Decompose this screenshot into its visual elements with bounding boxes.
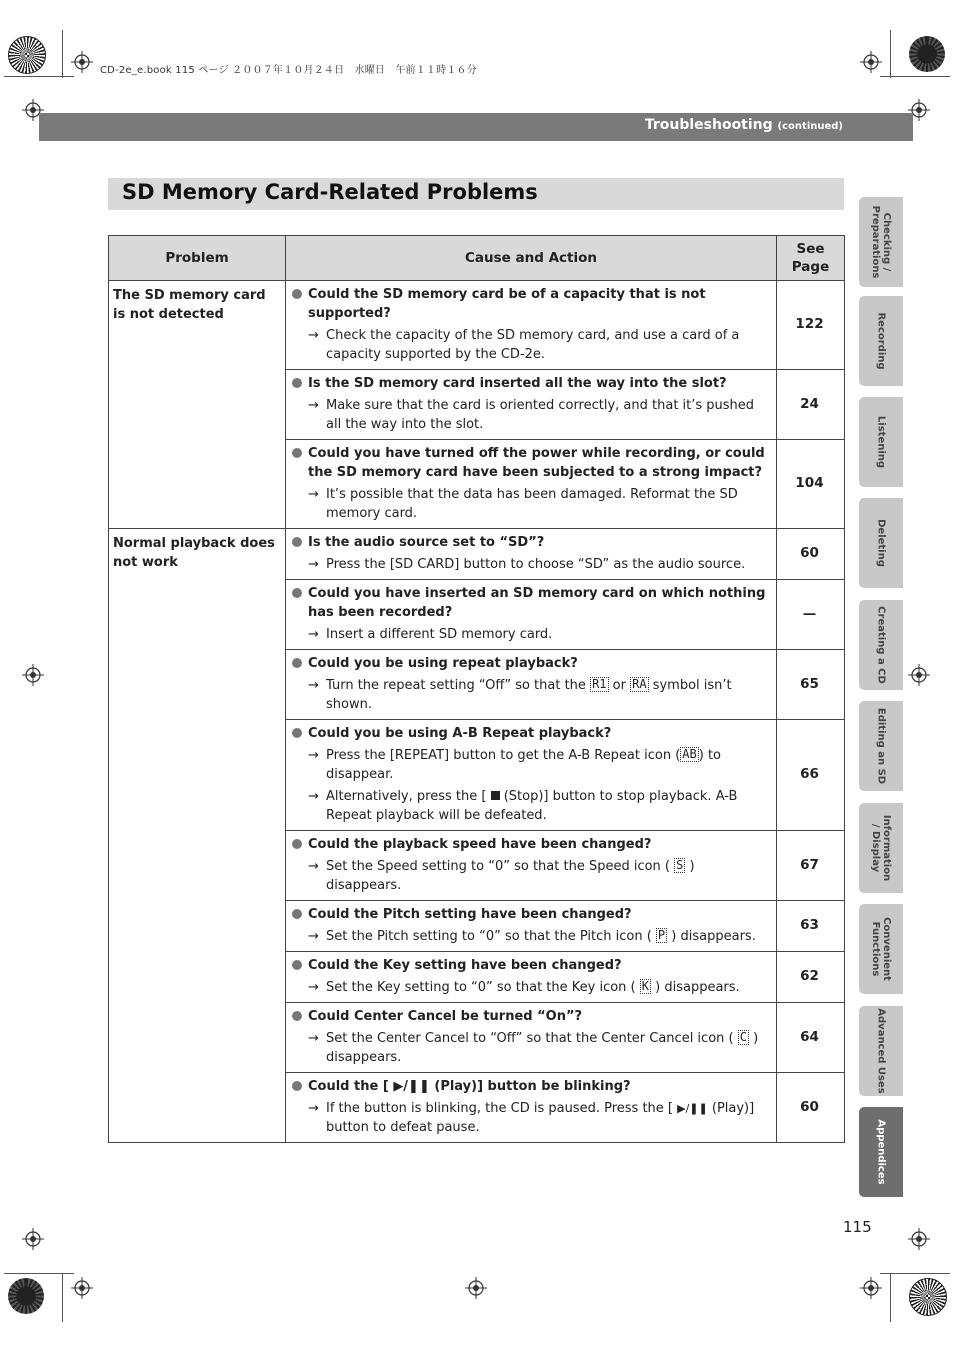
section-title-text: SD Memory Card-Related Problems xyxy=(122,180,538,204)
cause-cell xyxy=(286,440,777,529)
action-text: ) disappears. xyxy=(326,859,695,893)
bullet-icon xyxy=(292,378,302,388)
arrow-icon: → xyxy=(308,748,319,763)
table-header-row xyxy=(109,236,845,281)
problem-cell: Normal playback does not work xyxy=(109,529,286,1143)
bullet-icon xyxy=(292,839,302,849)
repeat-all-icon: RA xyxy=(632,677,647,691)
crop-mark xyxy=(890,1274,891,1322)
arrow-icon: → xyxy=(308,1101,319,1116)
registration-wheel xyxy=(909,1278,947,1316)
side-tab-label: Editing an SD xyxy=(875,707,887,785)
question xyxy=(290,444,770,482)
bullet-icon xyxy=(292,658,302,668)
side-tab-label: Recording xyxy=(875,312,887,370)
question-text: Is the SD memory card inserted all the way into the slot? xyxy=(308,376,727,391)
arrow-icon: → xyxy=(308,627,319,642)
registration-wheel xyxy=(909,36,945,72)
question-text: Could you be using repeat playback? xyxy=(308,656,578,671)
action xyxy=(290,1099,770,1137)
page-cell: 60 xyxy=(777,1073,845,1143)
page-cell: 104 xyxy=(777,440,845,529)
arrow-icon: → xyxy=(308,980,319,995)
header-title xyxy=(645,117,843,133)
side-tab-advanced[interactable] xyxy=(859,1006,903,1096)
page-cell: 63 xyxy=(777,901,845,952)
page-cell: 65 xyxy=(777,650,845,720)
action xyxy=(290,1029,770,1067)
header-bar xyxy=(39,113,913,141)
action xyxy=(290,326,770,364)
side-tab-label: Deleting xyxy=(875,519,887,567)
bullet-icon xyxy=(292,728,302,738)
bullet-icon xyxy=(292,537,302,547)
crop-mark xyxy=(4,76,74,77)
action xyxy=(290,625,770,644)
registration-wheel xyxy=(8,1278,44,1314)
play-pause-icon: ▶/❚❚ xyxy=(677,1102,708,1115)
action xyxy=(290,746,770,784)
action-text: Set the Center Cancel to “Off” so that the Center Cancel icon ( xyxy=(326,1031,734,1046)
key-icon: K xyxy=(641,979,649,993)
speed-icon: S xyxy=(676,858,684,872)
question-text: Could you have turned off the power while recording, or could the SD memory card have been subjected to a strong impact? xyxy=(308,446,765,480)
action-text: ) to disappear. xyxy=(326,748,722,782)
registration-crosshair xyxy=(860,51,882,73)
question-text: Could the [ xyxy=(308,1079,389,1094)
question-text: Could the Key setting have been changed? xyxy=(308,958,622,973)
side-tab-listening[interactable] xyxy=(859,397,903,487)
question xyxy=(290,905,770,924)
action-text: Set the Speed setting to “0” so that the Speed icon ( xyxy=(326,859,670,874)
page-cell: 122 xyxy=(777,281,845,370)
ab-repeat-icon: AB xyxy=(682,747,697,761)
crop-mark xyxy=(62,30,63,78)
action-text: It’s possible that the data has been damaged. Reformat the SD memory card. xyxy=(326,487,738,521)
action-text: If the button is blinking, the CD is paused. Press the [ xyxy=(326,1101,673,1116)
page-cell: 66 xyxy=(777,720,845,831)
cause-cell xyxy=(286,1003,777,1073)
action xyxy=(290,485,770,523)
action-text: Press the [REPEAT] button to get the A-B Repeat icon ( xyxy=(326,748,681,763)
side-tab-label: Creating a CD xyxy=(875,606,887,684)
question xyxy=(290,533,770,552)
question-text: Could you have inserted an SD memory card on which nothing has been recorded? xyxy=(308,586,766,620)
registration-crosshair xyxy=(908,1228,930,1250)
question-text: Is the audio source set to “SD”? xyxy=(308,535,545,550)
registration-wheel xyxy=(8,36,46,74)
cause-cell xyxy=(286,831,777,901)
side-tab-label: Convenient Functions xyxy=(870,917,892,981)
question-text: (Play)] button be blinking? xyxy=(434,1079,631,1094)
registration-crosshair xyxy=(860,1277,882,1299)
page-number: 115 xyxy=(843,1218,872,1236)
action-text: or xyxy=(612,678,626,693)
action-text: Set the Key setting to “0” so that the Key icon ( xyxy=(326,980,636,995)
action-text: ) disappears. xyxy=(326,1031,759,1065)
action xyxy=(290,676,770,714)
side-tab-label: Checking / Preparations xyxy=(870,205,892,279)
crop-mark xyxy=(62,1274,63,1322)
action-text: Turn the repeat setting “Off” so that the xyxy=(326,678,586,693)
question xyxy=(290,285,770,323)
action-text: ) disappears. xyxy=(655,980,740,995)
cause-cell xyxy=(286,580,777,650)
question xyxy=(290,835,770,854)
action-text: Press the [SD CARD] button to choose “SD” as the audio source. xyxy=(326,557,746,572)
stop-icon xyxy=(491,791,500,800)
crop-mark xyxy=(880,1273,950,1274)
action xyxy=(290,978,770,997)
arrow-icon: → xyxy=(308,1031,319,1046)
arrow-icon: → xyxy=(308,487,319,502)
bullet-icon xyxy=(292,960,302,970)
question-text: Could the playback speed have been changed? xyxy=(308,837,652,852)
question xyxy=(290,654,770,673)
question-text: Could the Pitch setting have been changed? xyxy=(308,907,632,922)
side-tab-deleting[interactable] xyxy=(859,498,903,588)
crop-mark xyxy=(890,30,891,78)
repeat-one-icon: R1 xyxy=(592,677,607,691)
action xyxy=(290,787,770,825)
action-text: Set the Pitch setting to “0” so that the Pitch icon ( xyxy=(326,929,652,944)
arrow-icon: → xyxy=(308,557,319,572)
header-see-page-text: See Page xyxy=(791,241,830,275)
registration-crosshair xyxy=(22,1228,44,1250)
action-text: ) disappears. xyxy=(671,929,756,944)
bullet-icon xyxy=(292,1011,302,1021)
page-cell: — xyxy=(777,580,845,650)
problem-cell: The SD memory card is not detected xyxy=(109,281,286,529)
header-problem: Problem xyxy=(109,236,286,281)
side-tab-label: Advanced Uses xyxy=(875,1008,887,1094)
action xyxy=(290,927,770,946)
cause-cell xyxy=(286,650,777,720)
action-text: Alternatively, press the [ xyxy=(326,789,487,804)
action xyxy=(290,857,770,895)
section-title xyxy=(108,178,844,210)
table-row xyxy=(109,281,845,370)
side-tab-checking[interactable] xyxy=(859,197,903,287)
side-tab-label: Appendices xyxy=(875,1119,887,1185)
side-tab-convenient[interactable] xyxy=(859,904,903,994)
arrow-icon: → xyxy=(308,789,319,804)
action-text: (Stop)] button to stop playback. A-B Repeat playback will be defeated. xyxy=(326,789,738,823)
arrow-icon: → xyxy=(308,398,319,413)
action-text: Insert a different SD memory card. xyxy=(326,627,553,642)
side-tab-label: Information / Display xyxy=(870,814,892,882)
troubleshooting-table xyxy=(108,235,845,1143)
side-tab-information[interactable] xyxy=(859,803,903,893)
question xyxy=(290,1077,770,1096)
question-text: Could you be using A-B Repeat playback? xyxy=(308,726,612,741)
page-cell: 62 xyxy=(777,952,845,1003)
action-text: Check the capacity of the SD memory card, and use a card of a capacity supported by the CD-2e. xyxy=(326,328,740,362)
cause-cell xyxy=(286,529,777,580)
question xyxy=(290,724,770,743)
header-see-page xyxy=(777,236,845,281)
arrow-icon: → xyxy=(308,859,319,874)
question xyxy=(290,374,770,393)
crop-mark xyxy=(4,1273,74,1274)
cause-cell xyxy=(286,1073,777,1143)
registration-crosshair xyxy=(71,51,93,73)
action xyxy=(290,396,770,434)
side-tab-editing-sd[interactable] xyxy=(859,701,903,791)
action-text: (Play)] button to defeat pause. xyxy=(326,1101,755,1135)
action-text: symbol isn’t shown. xyxy=(326,678,732,712)
cause-cell xyxy=(286,901,777,952)
side-tab-appendices[interactable] xyxy=(859,1107,903,1197)
header-title-text: Troubleshooting xyxy=(644,117,773,133)
cause-cell xyxy=(286,720,777,831)
pitch-icon: P xyxy=(657,928,666,942)
action-text: Make sure that the card is oriented correctly, and that it’s pushed all the way into the slot. xyxy=(326,398,755,432)
bullet-icon xyxy=(292,289,302,299)
page-cell: 67 xyxy=(777,831,845,901)
side-tab-creating-cd[interactable] xyxy=(859,600,903,690)
registration-crosshair xyxy=(71,1277,93,1299)
arrow-icon: → xyxy=(308,678,319,693)
side-tab-label: Listening xyxy=(875,415,887,469)
bullet-icon xyxy=(292,909,302,919)
table-row xyxy=(109,529,845,580)
registration-crosshair xyxy=(908,664,930,686)
question-text: Could the SD memory card be of a capacity that is not supported? xyxy=(308,287,706,321)
question xyxy=(290,956,770,975)
side-tab-recording[interactable] xyxy=(859,296,903,386)
print-header: CD-2e_e.book 115 ページ ２００７年１０月２４日 水曜日 午前１１時１６分 xyxy=(100,65,477,76)
question xyxy=(290,584,770,622)
arrow-icon: → xyxy=(308,929,319,944)
question xyxy=(290,1007,770,1026)
bullet-icon xyxy=(292,1081,302,1091)
arrow-icon: → xyxy=(308,328,319,343)
bullet-icon xyxy=(292,448,302,458)
page-cell: 64 xyxy=(777,1003,845,1073)
center-cancel-icon: C xyxy=(739,1030,747,1044)
cause-cell xyxy=(286,952,777,1003)
bullet-icon xyxy=(292,588,302,598)
crop-mark xyxy=(880,76,950,77)
question-text: Could Center Cancel be turned “On”? xyxy=(308,1009,583,1024)
page-cell: 24 xyxy=(777,370,845,440)
play-pause-icon: ▶/❚❚ xyxy=(393,1079,430,1094)
registration-crosshair xyxy=(465,1277,487,1299)
cause-cell xyxy=(286,281,777,370)
action xyxy=(290,555,770,574)
registration-crosshair xyxy=(22,664,44,686)
cause-cell xyxy=(286,370,777,440)
page-cell: 60 xyxy=(777,529,845,580)
header-continued: (continued) xyxy=(777,121,843,132)
header-cause: Cause and Action xyxy=(286,236,777,281)
